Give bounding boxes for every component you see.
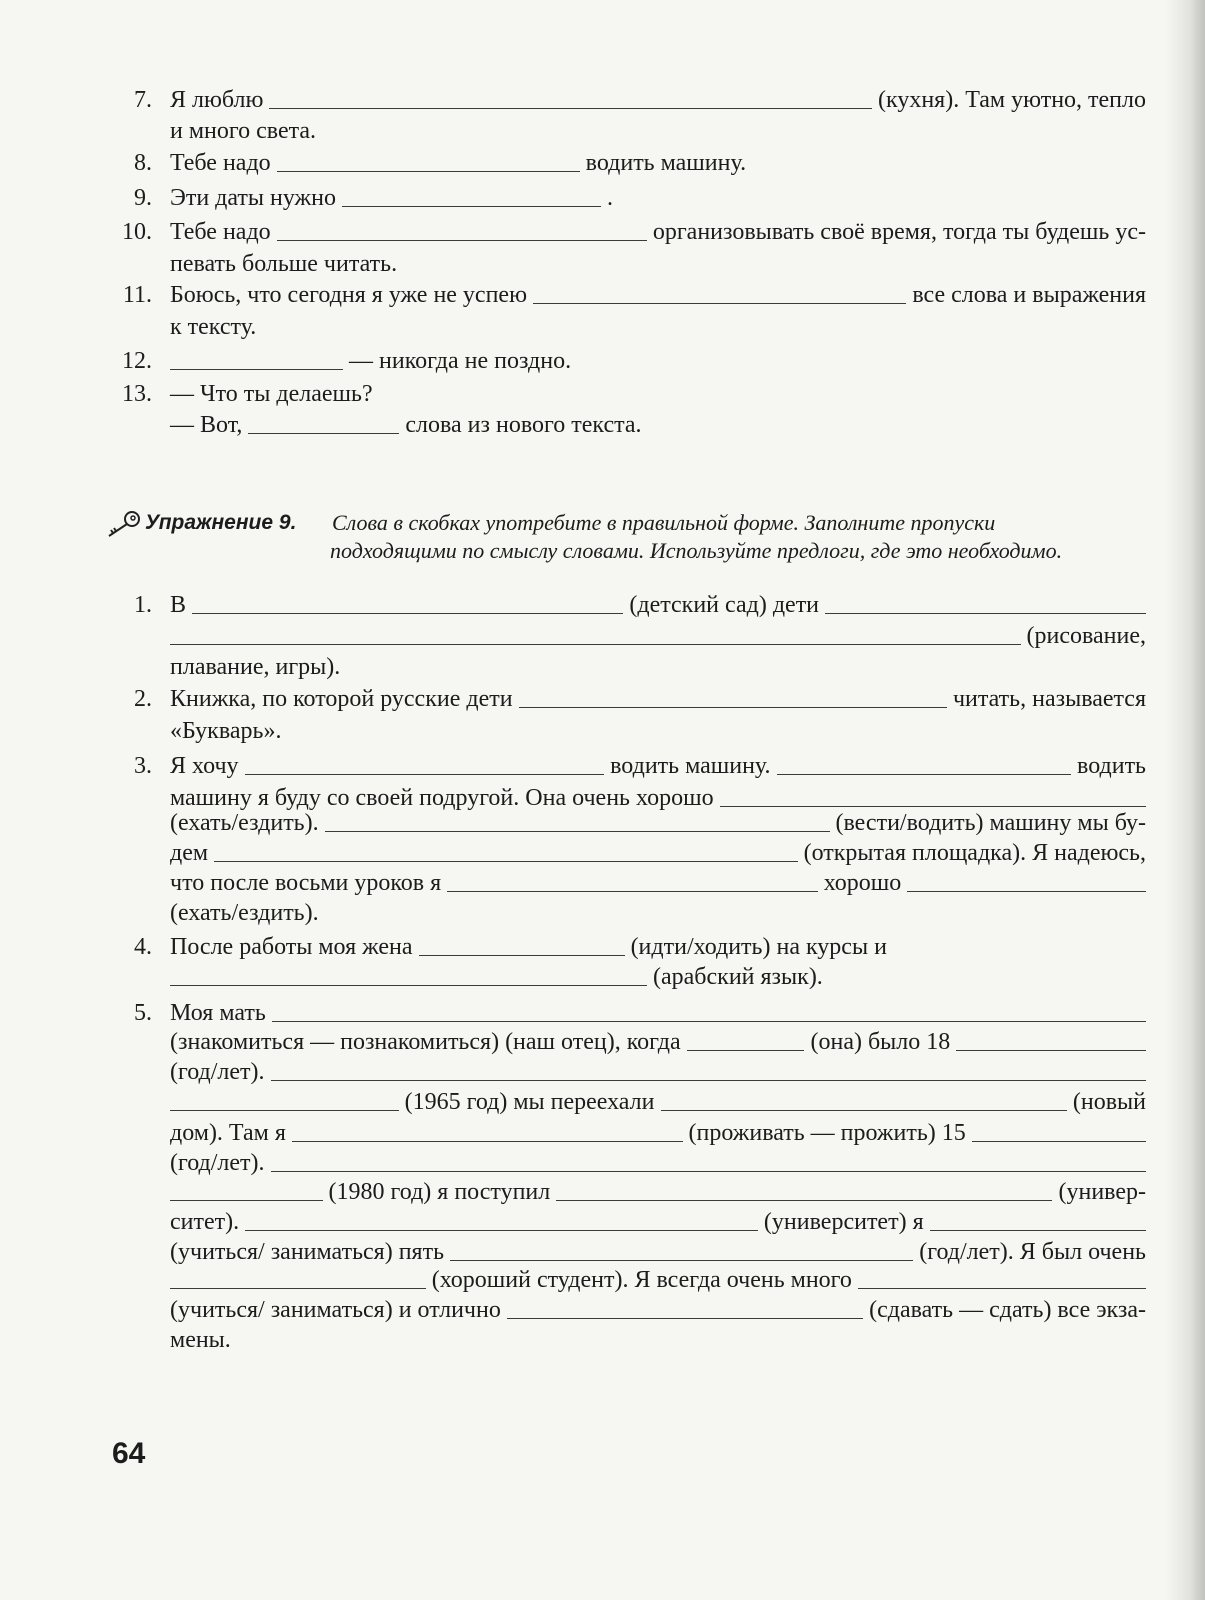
answer-blank[interactable] (269, 84, 872, 109)
answer-blank[interactable] (930, 1206, 1146, 1231)
item-number: 11. (122, 282, 152, 308)
text-line-b3f (0, 897, 1205, 929)
text-line-a11 (0, 279, 1205, 311)
line-text: (1965 год) мы переехали (398, 1089, 661, 1115)
line-text: водить машину. (579, 150, 747, 176)
line-content (170, 279, 1146, 311)
line-content (170, 1086, 1146, 1118)
text-line-a12 (0, 345, 1205, 377)
line-content (170, 1206, 1146, 1238)
line-content (170, 216, 1146, 248)
line-text: (учиться/ заниматься) и отлично (170, 1297, 507, 1323)
line-text: и много света. (170, 118, 317, 144)
line-text: (учиться/ заниматься) пять (170, 1239, 451, 1265)
item-number: 9. (134, 185, 152, 211)
answer-blank[interactable] (271, 1147, 1146, 1172)
answer-blank[interactable] (170, 1176, 323, 1201)
text-line-b3e (0, 867, 1205, 899)
line-text: слова из нового текста. (399, 412, 642, 438)
line-content (170, 807, 1146, 839)
answer-blank[interactable] (272, 997, 1146, 1022)
item-number: 4. (134, 934, 152, 960)
answer-blank[interactable] (277, 147, 580, 172)
line-text: (хороший студент). Я всегда очень много (425, 1267, 858, 1293)
line-content (170, 84, 1146, 116)
line-text: (она) было 18 (804, 1029, 957, 1055)
line-content (170, 378, 373, 410)
line-text: — Вот, (170, 412, 249, 438)
answer-blank[interactable] (687, 1026, 805, 1051)
text-line-a11b (0, 311, 1205, 343)
page-number: 64 (112, 1437, 146, 1470)
line-text: (год/лет). (170, 1059, 271, 1085)
line-text: — никогда не поздно. (343, 348, 572, 374)
line-text: (год/лет). (170, 1150, 271, 1176)
exercise-instruction-line-1: Слова в скобках употребите в правильной форме. Заполните пропуски (332, 510, 996, 535)
text-line-b5j (0, 1264, 1205, 1296)
line-text: что после восьми уроков я (170, 870, 448, 896)
line-content (170, 311, 256, 343)
exercise-title: Упражнение 9. (145, 511, 297, 534)
line-content (170, 1147, 1146, 1179)
line-text: . (600, 185, 613, 211)
text-line-a10b (0, 248, 1205, 280)
item-number: 10. (122, 219, 152, 245)
item-number: 7. (134, 87, 152, 113)
text-line-b4b (0, 961, 1205, 993)
text-line-b5f (0, 1147, 1205, 1179)
text-line-b5b (0, 1026, 1205, 1058)
answer-blank[interactable] (192, 589, 623, 614)
key-icon (104, 509, 142, 539)
line-text: — Что ты делаешь? (170, 381, 373, 407)
item-number: 2. (134, 686, 152, 712)
text-line-b5c (0, 1056, 1205, 1088)
item-number: 1. (134, 592, 152, 618)
text-line-b5e (0, 1117, 1205, 1149)
answer-blank[interactable] (214, 837, 798, 862)
line-content (170, 651, 340, 683)
line-text: организовывать своё время, тогда ты будешь ус- (646, 219, 1146, 245)
item-number: 8. (134, 150, 152, 176)
line-content (170, 897, 319, 929)
answer-blank[interactable] (419, 931, 625, 956)
line-text: (вести/водить) машину мы бу- (829, 810, 1146, 836)
text-line-b5l (0, 1324, 1205, 1356)
answer-blank[interactable] (907, 867, 1146, 892)
text-line-a10 (0, 216, 1205, 248)
answer-blank[interactable] (271, 1056, 1146, 1081)
text-line-b1 (0, 589, 1205, 621)
line-content (170, 589, 1146, 621)
answer-blank[interactable] (507, 1294, 863, 1319)
line-text: все слова и выражения (906, 282, 1146, 308)
line-text: В (170, 592, 193, 618)
line-content (170, 620, 1146, 652)
answer-blank[interactable] (556, 1176, 1052, 1201)
line-content (170, 1117, 1146, 1149)
line-text: «Букварь». (170, 718, 282, 744)
line-text: (открытая площадка). Я надеюсь, (797, 840, 1146, 866)
line-text: (ехать/ездить). (170, 900, 319, 926)
text-line-a13 (0, 378, 1205, 410)
answer-blank[interactable] (292, 1117, 683, 1142)
text-line-a7b (0, 115, 1205, 147)
line-text: Книжка, по которой русские дети (170, 686, 519, 712)
line-content (170, 182, 613, 214)
answer-blank[interactable] (661, 1086, 1067, 1111)
line-text: к тексту. (170, 314, 257, 340)
line-text: (кухня). Там уютно, тепло (872, 87, 1146, 113)
answer-blank[interactable] (170, 1086, 399, 1111)
line-text: Эти даты нужно (170, 185, 342, 211)
line-text: дем (170, 840, 215, 866)
text-line-b3 (0, 750, 1205, 782)
line-content (170, 345, 571, 377)
text-line-b5h (0, 1206, 1205, 1238)
line-text: Тебе надо (170, 150, 277, 176)
answer-blank[interactable] (825, 589, 1146, 614)
answer-blank[interactable] (858, 1264, 1146, 1289)
answer-blank[interactable] (325, 807, 830, 832)
line-text: певать больше читать. (170, 251, 398, 277)
line-text: хорошо (817, 870, 908, 896)
line-content (170, 1026, 1146, 1058)
text-line-b1b (0, 620, 1205, 652)
line-text: дом). Там я (170, 1120, 292, 1146)
line-text: (знакомиться — познакомиться) (наш отец), когда (170, 1029, 687, 1055)
answer-blank[interactable] (170, 345, 343, 370)
answer-blank[interactable] (450, 1236, 913, 1261)
line-text: машину я буду со своей подругой. Она очень хорошо (170, 785, 720, 811)
text-line-b1c (0, 651, 1205, 683)
answer-blank[interactable] (170, 1264, 426, 1289)
line-text: (универ- (1052, 1179, 1146, 1205)
text-line-b5 (0, 997, 1205, 1029)
answer-blank[interactable] (720, 782, 1146, 807)
text-line-b3c (0, 807, 1205, 839)
answer-blank[interactable] (342, 182, 601, 207)
line-content (170, 1324, 231, 1356)
text-line-a9 (0, 182, 1205, 214)
line-text: (новый (1066, 1089, 1146, 1115)
line-content (170, 1294, 1146, 1326)
line-content (170, 1176, 1146, 1208)
line-text: Я люблю (170, 87, 270, 113)
line-text: (идти/ходить) на курсы и (624, 934, 887, 960)
line-text: (университет) я (757, 1209, 930, 1235)
line-text: (сдавать — сдать) все экза- (863, 1297, 1146, 1323)
line-text: После работы моя жена (170, 934, 419, 960)
answer-blank[interactable] (245, 750, 605, 775)
line-text: Боюсь, что сегодня я уже не успею (170, 282, 534, 308)
line-text: Моя мать (170, 1000, 272, 1026)
line-text: (арабский язык). (647, 964, 823, 990)
line-text: плавание, игры). (170, 654, 341, 680)
line-content (170, 715, 281, 747)
text-line-b5g (0, 1176, 1205, 1208)
line-content (170, 1264, 1146, 1296)
line-content (170, 837, 1146, 869)
line-text: водить (1071, 753, 1146, 779)
line-text: (ехать/ездить). (170, 810, 325, 836)
text-line-a13b (0, 409, 1205, 441)
text-line-b4 (0, 931, 1205, 963)
item-number: 5. (134, 1000, 152, 1026)
text-line-b5d (0, 1086, 1205, 1118)
line-content (170, 1056, 1146, 1088)
line-text: водить машину. (604, 753, 777, 779)
line-content (170, 997, 1146, 1029)
line-content (170, 931, 887, 963)
line-content (170, 683, 1146, 715)
line-content (170, 409, 642, 441)
answer-blank[interactable] (533, 279, 906, 304)
answer-blank[interactable] (972, 1117, 1146, 1142)
answer-blank[interactable] (777, 750, 1072, 775)
line-content (170, 248, 397, 280)
line-text: читать, называется (946, 686, 1146, 712)
exercise-instruction-line-2: подходящими по смыслу словами. Используйте предлоги, где это необходимо. (330, 538, 1063, 563)
item-number: 13. (122, 381, 152, 407)
line-text: (год/лет). Я был очень (913, 1239, 1146, 1265)
line-text: (рисование, (1020, 623, 1146, 649)
text-line-b3d (0, 837, 1205, 869)
line-content (170, 961, 823, 993)
line-text: мены. (170, 1327, 231, 1353)
answer-blank[interactable] (956, 1026, 1146, 1051)
answer-blank[interactable] (170, 620, 1021, 645)
line-content (170, 867, 1146, 899)
line-text: (детский сад) дети (623, 592, 826, 618)
line-text: ситет). (170, 1209, 246, 1235)
item-number: 12. (122, 348, 152, 374)
line-text: Я хочу (170, 753, 245, 779)
item-number: 3. (134, 753, 152, 779)
text-line-a7 (0, 84, 1205, 116)
line-content (170, 115, 316, 147)
line-content (170, 147, 746, 179)
line-content (170, 750, 1146, 782)
line-text: (1980 год) я поступил (322, 1179, 557, 1205)
answer-blank[interactable] (245, 1206, 758, 1231)
answer-blank[interactable] (519, 683, 947, 708)
answer-blank[interactable] (447, 867, 818, 892)
line-text: (проживать — прожить) 15 (682, 1120, 972, 1146)
answer-blank[interactable] (170, 961, 647, 986)
text-line-a8 (0, 147, 1205, 179)
answer-blank[interactable] (277, 216, 647, 241)
text-line-b5k (0, 1294, 1205, 1326)
text-line-b2b (0, 715, 1205, 747)
answer-blank[interactable] (248, 409, 399, 434)
line-text: Тебе надо (170, 219, 277, 245)
text-line-b2 (0, 683, 1205, 715)
